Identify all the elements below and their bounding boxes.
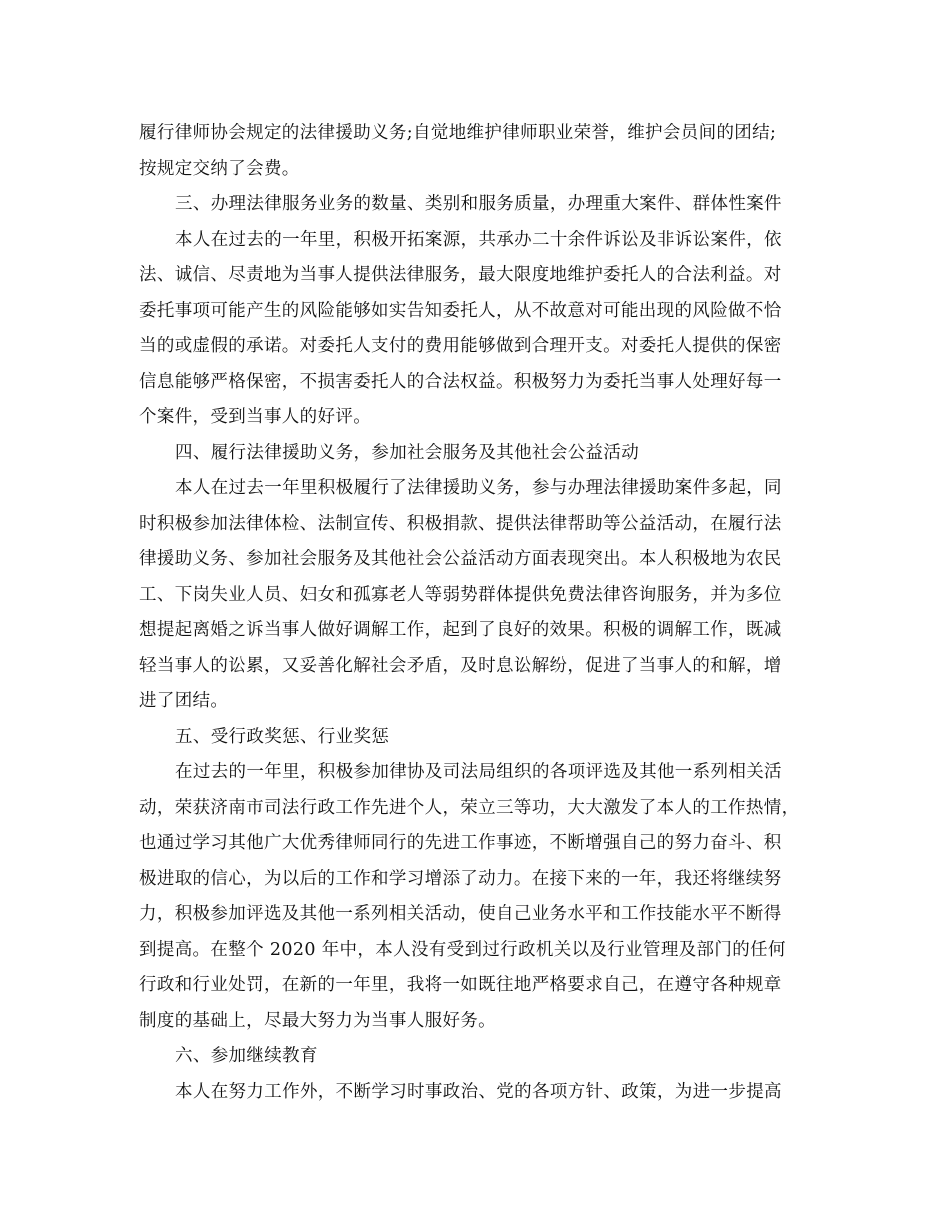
text-line: 行政和行业处罚，在新的一年里，我将一如既往地严格要求自己，在遵守各种规章 (139, 975, 782, 995)
text-line: 动，荣获济南市司法行政工作先进个人，荣立三等功，大大激发了本人的工作热情， (139, 797, 800, 818)
text-line: 当的或虚假的承诺。对委托人支付的费用能够做到合理开支。对委托人提供的保密 (139, 336, 782, 356)
text-line: 制度的基础上，尽最大努力为当事人服好务。 (139, 1010, 496, 1031)
text-line: 到提高。在整个 2020 年中，本人没有受到过行政机关以及行业管理及部门的任何 (139, 939, 786, 960)
text-line: 想提起离婚之诉当事人做好调解工作，起到了良好的效果。积极的调解工作，既减 (139, 620, 782, 640)
text-line: 本人在努力工作外，不断学习时事政治、党的各项方针、政策，为进一步提高 (175, 1081, 782, 1102)
text-line: 委托事项可能产生的风险能够如实告知委托人，从不故意对可能出现的风险做不恰 (139, 300, 782, 321)
text-line: 本人在过去的一年里，积极开拓案源，共承办二十余件诉讼及非诉讼案件，依 (175, 229, 782, 250)
text-line: 本人在过去一年里积极履行了法律援助义务，参与办理法律援助案件多起，同 (175, 478, 782, 498)
text-line: 三、办理法律服务业务的数量、类别和服务质量，办理重大案件、群体性案件 (175, 194, 782, 214)
text-line: 五、受行政奖惩、行业奖惩 (175, 726, 390, 747)
text-line: 四、履行法律援助义务，参加社会服务及其他社会公益活动 (175, 442, 640, 463)
text-line: 法、诚信、尽责地为当事人提供法律服务，最大限度地维护委托人的合法利益。对 (139, 265, 782, 285)
text-line: 在过去的一年里，积极参加律协及司法局组织的各项评选及其他一系列相关活 (175, 762, 782, 782)
text-line: 工、下岗失业人员、妇女和孤寡老人等弱势群体提供免费法律咨询服务，并为多位 (139, 584, 782, 605)
text-line: 履行律师协会规定的法律援助义务;自觉地维护律师职业荣誉，维护会员间的团结; (139, 123, 777, 143)
text-line: 六、参加继续教育 (175, 1046, 318, 1066)
text-line: 律援助义务、参加社会服务及其他社会公益活动方面表现突出。本人积极地为农民 (139, 549, 782, 569)
text-line: 按规定交纳了会费。 (139, 158, 300, 179)
text-line: 个案件，受到当事人的好评。 (139, 407, 372, 427)
text-line: 轻当事人的讼累，又妥善化解社会矛盾，及时息讼解纷，促进了当事人的和解，增 (139, 655, 782, 676)
text-line: 也通过学习其他广大优秀律师同行的先进工作事迹，不断增强自己的努力奋斗、积 (139, 833, 782, 853)
text-line: 力，积极参加评选及其他一系列相关活动，使自己业务水平和工作技能水平不断得 (139, 904, 782, 924)
text-line: 进了团结。 (139, 691, 229, 711)
text-line: 时积极参加法律体检、法制宣传、积极捐款、提供法律帮助等公益活动，在履行法 (139, 513, 782, 534)
document-body (139, 116, 829, 1110)
text-line: 信息能够严格保密，不损害委托人的合法权益。积极努力为委托当事人处理好每一 (139, 371, 782, 392)
text-line: 极进取的信心，为以后的工作和学习增添了动力。在接下来的一年，我还将继续努 (139, 868, 782, 889)
